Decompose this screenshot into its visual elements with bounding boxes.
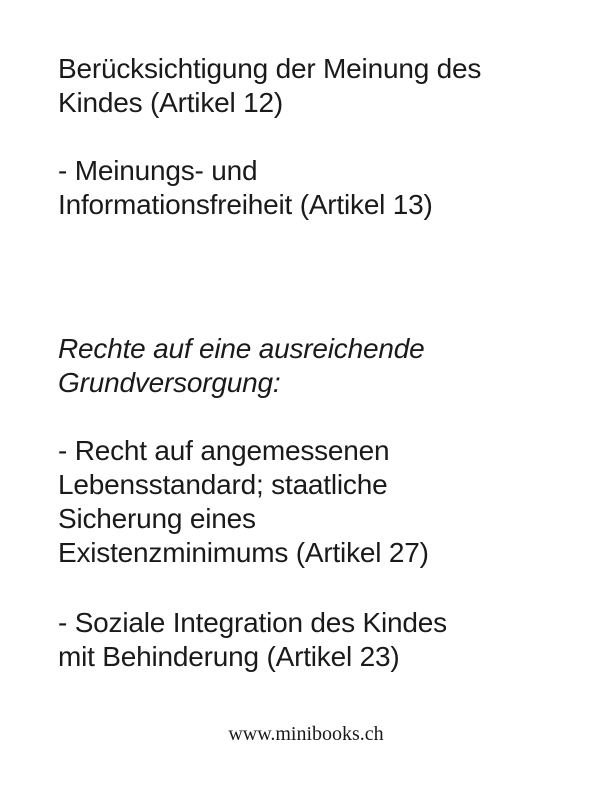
paragraph-article-13: - Meinungs- und Informationsfreiheit (Artikel 13) xyxy=(58,155,433,220)
paragraph-article-23: - Soziale Integration des Kindes mit Behinderung (Artikel 23) xyxy=(58,607,447,672)
paragraph-article-27: - Recht auf angemessenen Lebensstandard; staatliche Sicherung eines Existenzminimums (Artikel 27) xyxy=(58,435,429,568)
paragraph-article-12: Berücksichtigung der Meinung des Kindes (Artikel 12) xyxy=(58,53,482,118)
footer-url: www.minibooks.ch xyxy=(228,723,384,745)
section-heading-grundversorgung: Rechte auf eine ausreichende Grundversorgung: xyxy=(58,333,425,398)
